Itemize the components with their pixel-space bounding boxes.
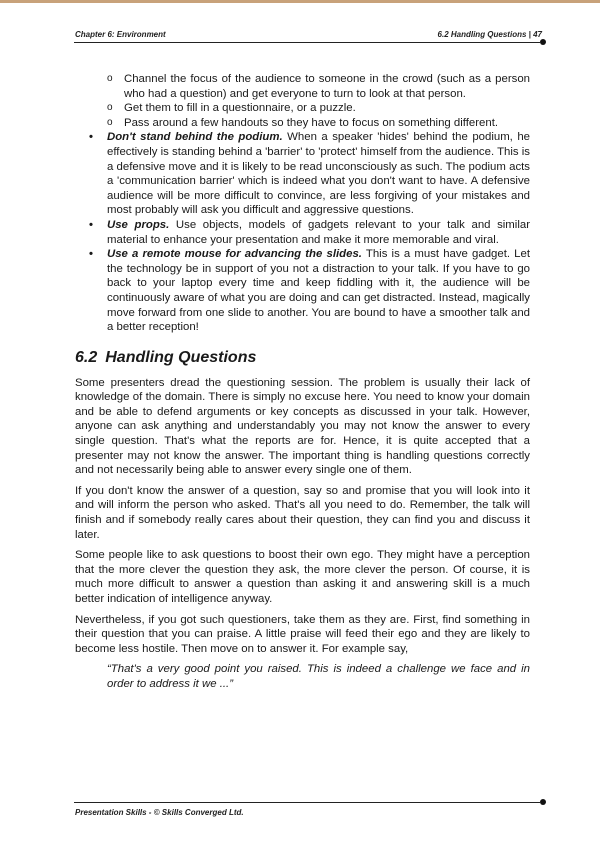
sub-item-text: Pass around a few handouts so they have to focus on something different. xyxy=(124,116,499,129)
section-number: 6.2 xyxy=(75,348,98,366)
sub-item-text: Get them to fill in a questionnaire, or a puzzle. xyxy=(124,102,356,115)
bullet-icon: • xyxy=(89,248,93,261)
section-title: Handling Questions xyxy=(105,348,257,366)
tip-list-item xyxy=(75,218,530,247)
page-footer: Presentation Skills - © Skills Converged Ltd. xyxy=(75,808,244,817)
page-body xyxy=(75,72,530,692)
sub-item-text: Channel the focus of the audience to someone in the crowd (such as a person who had a question) and get everyone to turn to look at that person. xyxy=(124,73,530,100)
hollow-bullet-icon: o xyxy=(107,102,113,114)
body-paragraph: Some people like to ask questions to boost their own ego. They might have a perception that the more clever the question they ask, the more clever the person. Of course, it is much more difficult to answer a question than asking it and answering skill is a much better indication of intelligence anyway. xyxy=(75,549,530,605)
tip-heading: Use props. xyxy=(107,218,170,231)
top-rule xyxy=(0,0,600,3)
body-paragraph: Some presenters dread the questioning session. The problem is usually their lack of knowledge of the domain. There is simply no excuse here. You need to know your domain and be able to defend arguments or key concepts as discussed in your talk. However, anyone can ask anything and understandably you may not know the answer to every single question. That's what the reports are for. Hence, it is quite accepted that a presenter may not know the answer. The important thing is handling questions correctly and not necessarily being able to answer every single one of them. xyxy=(75,376,530,477)
tips-bullet-list xyxy=(75,130,530,334)
hollow-bullet-icon: o xyxy=(107,73,113,84)
header-divider xyxy=(74,42,540,43)
section-page-number: 6.2 Handling Questions | 47 xyxy=(437,30,542,39)
footer-divider xyxy=(74,802,540,803)
tip-list-item xyxy=(75,130,530,218)
tip-text: When a speaker 'hides' behind the podium, he effectively is standing behind a 'barrier' to 'protect' himself from the audience. This is a defensive move and it is likely to be read unconsciously as such. The podium acts a 'communication barrier' which is indeed what you don't want to have. A defensive audience will be more difficult to convince, are less forgiving of your mistakes and most probably will ask you difficult and aggressive questions. xyxy=(107,131,531,217)
sub-bullet-list xyxy=(107,72,530,130)
tip-list-item xyxy=(75,247,530,335)
tip-heading: Don't stand behind the podium. xyxy=(107,131,283,144)
body-paragraph: Nevertheless, if you got such questioners, take them as they are. First, find something in their question that you can praise. A little praise will feed their ego and they are likely to become less hostile. Then move on to answer it. For example say, xyxy=(75,613,530,655)
header-divider-dot xyxy=(540,39,546,45)
hollow-bullet-icon: o xyxy=(107,116,113,128)
bullet-icon: • xyxy=(89,131,93,144)
chapter-title: Chapter 6: Environment xyxy=(75,30,166,39)
section-heading xyxy=(75,348,530,368)
tip-text: Use objects, models of gadgets relevant to your talk and similar material to enhance your presentation and make it more memorable and viral. xyxy=(107,218,530,246)
bullet-icon: • xyxy=(89,218,93,231)
sub-list-item xyxy=(107,72,530,101)
sub-list-item xyxy=(107,101,530,116)
tip-text: This is a must have gadget. Let the technology be in support of you not a distraction to your talk. If you have to go back to your laptop every time and keep fiddling with it, the audience will be continuously aware of what you are doing and can get distracted. Instead, magically move forward from one slide to another. You are bound to have a smoother talk and a better reception! xyxy=(107,248,530,334)
body-paragraph: If you don't know the answer of a question, say so and promise that you will look into it and will inform the person who asked. That's all you need to do. Remember, the talk will finish and if somebody really cares about their question, they can find you and discuss it later. xyxy=(75,484,530,541)
footer-divider-dot xyxy=(540,799,546,805)
sub-list-item xyxy=(107,116,530,131)
example-quote: “That's a very good point you raised. This is indeed a challenge we face and in order to address it we ...” xyxy=(107,663,530,690)
tip-heading: Use a remote mouse for advancing the slides. xyxy=(107,248,362,261)
